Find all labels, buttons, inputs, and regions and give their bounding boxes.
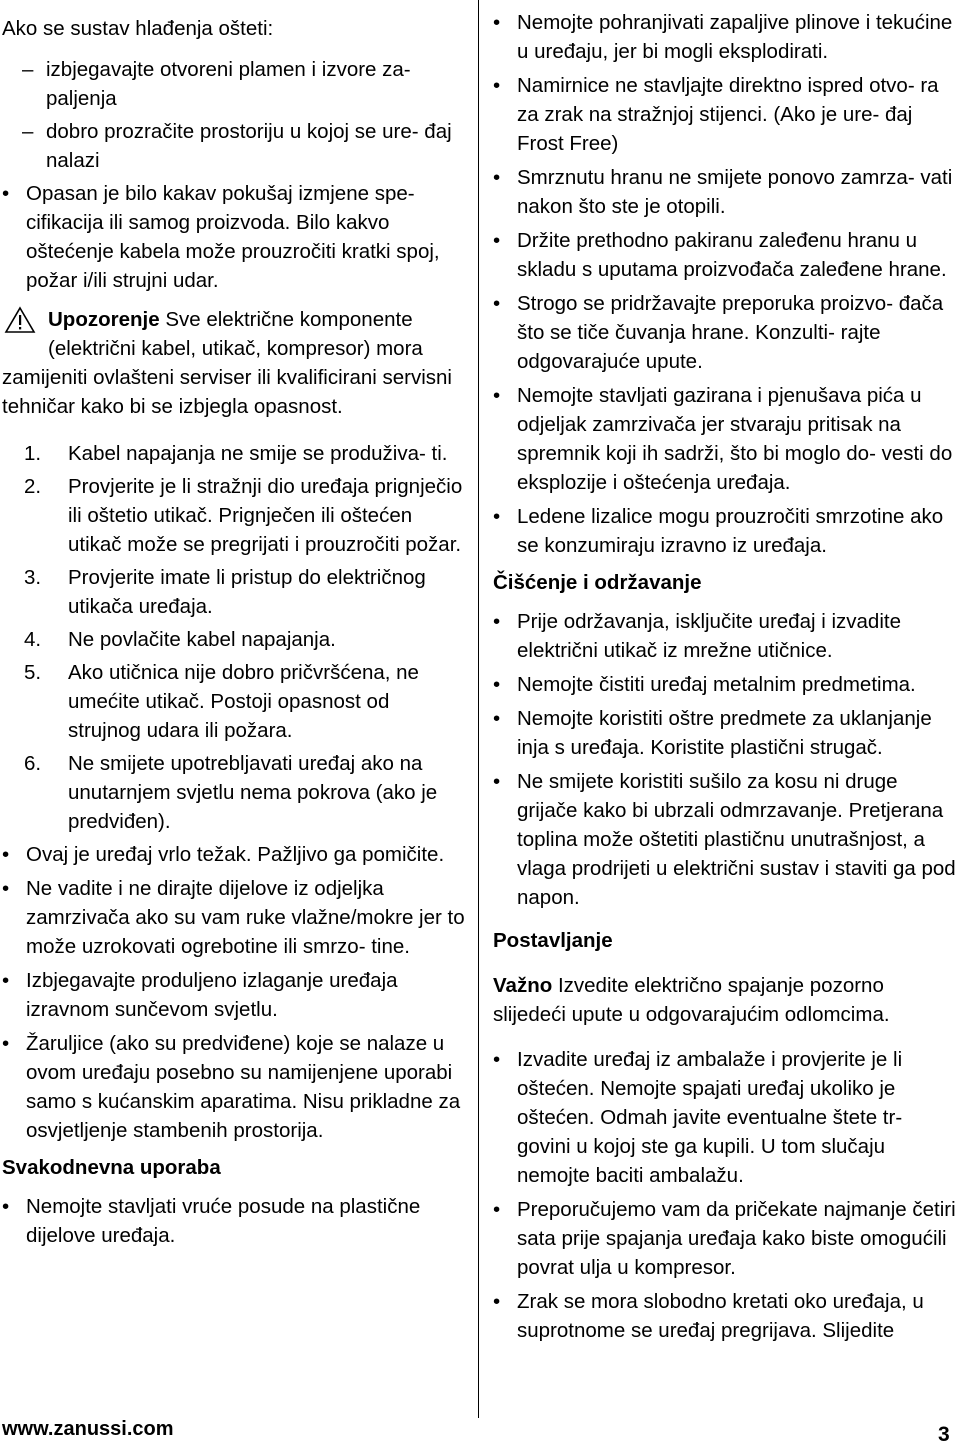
- list-item: • Opasan je bilo kakav pokušaj izmjene spe- cifikacija ili samog proizvoda. Bilo kakvo oštećenje kabela može prouzročiti kratki spoj, požar i/ili strujni udar.: [2, 179, 465, 295]
- footer-website-link[interactable]: www.zanussi.com: [2, 1418, 174, 1440]
- section-heading-cleaning: Čišćenje i održavanje: [493, 571, 702, 594]
- list-item: • Ovaj je uređaj vrlo težak. Pažljivo ga pomičite.: [2, 840, 465, 869]
- list-item: • Nemojte čistiti uređaj metalnim predmetima.: [493, 670, 958, 699]
- warning-text: (električni kabel, utikač, kompresor) mora zamijeniti ovlašteni serviser ili kvalificirani servisni tehničar kako bi se izbjegla opasnost.: [2, 337, 452, 418]
- page-number: 3: [938, 1423, 950, 1446]
- numbered-list: [2, 439, 465, 836]
- list-item: • Nemojte stavljati gazirana i pjenušava pića u odjeljak zamrzivača jer stvaraju pritisak na spremnik koji ih sadrži, što bi moglo do- vesti do eksplozije i oštećenja uređaja.: [493, 381, 958, 497]
- warning-text-line1: Sve električne komponente: [159, 308, 413, 331]
- warning-block: [2, 305, 465, 421]
- list-item: • Smrznutu hranu ne smijete ponovo zamrza- vati nakon što ste je otopili.: [493, 163, 958, 221]
- list-item: • Nemojte pohranjivati zapaljive plinove i tekućine u uređaju, jer bi mogli eksplodirati.: [493, 8, 958, 66]
- numbered-item: 2. Provjerite je li stražnji dio uređaja prignječio ili oštetio utikač. Prignječen ili oštećen utikač može se pregrijati i prouzročiti požar.: [24, 475, 463, 556]
- list-item: • Prije održavanja, isključite uređaj i izvadite električni utikač iz mrežne utičnice.: [493, 607, 958, 665]
- list-item: • Žaruljice (ako su predviđene) koje se nalaze u ovom uređaju posebno su namijenjene uporabi samo s kućanskim aparatima. Nisu prikladne za osvjetljenje stambenih prostorija.: [2, 1029, 465, 1145]
- list-item: • Nemojte koristiti oštre predmete za uklanjanje inja s uređaja. Koristite plastični strugač.: [493, 704, 958, 762]
- numbered-item: 3. Provjerite imate li pristup do električnog utikača uređaja.: [24, 566, 426, 618]
- cooling-damage-intro: Ako se sustav hlađenja ošteti:: [2, 17, 274, 40]
- list-item: • Ne vadite i ne dirajte dijelove iz odjeljka zamrzivača ako su vam ruke vlažne/mokre jer to može uzrokovati ogrebotine ili smrzo- tine.: [2, 874, 465, 961]
- right-column: [493, 8, 958, 1350]
- warning-triangle-icon: [4, 306, 36, 334]
- list-item: • Preporučujemo vam da pričekate najmanje četiri sata prije spajanja uređaja kako biste omogućili povrat ulja u kompresor.: [493, 1195, 958, 1282]
- list-item: • Nemojte stavljati vruće posude na plastične dijelove uređaja.: [2, 1192, 465, 1250]
- list-item: • Izbjegavajte produljeno izlaganje uređaja izravnom sunčevom svjetlu.: [2, 966, 465, 1024]
- list-item: • Namirnice ne stavljajte direktno ispred otvo- ra za zrak na stražnjoj stijenci. (Ako je ure- đaj Frost Free): [493, 71, 958, 158]
- section-heading-daily-use: Svakodnevna uporaba: [2, 1156, 221, 1179]
- important-label: Važno: [493, 974, 553, 997]
- list-item: • Držite prethodno pakiranu zaleđenu hranu u skladu s uputama proizvođača zaleđene hrane.: [493, 226, 958, 284]
- numbered-item: 5. Ako utičnica nije dobro pričvršćena, ne umećite utikač. Postoji opasnost od strujnog udara ili požara.: [24, 661, 419, 742]
- list-item: • Strogo se pridržavajte preporuka proizvo- đača što se tiče čuvanja hrane. Konzulti- rajte odgovarajuće upute.: [493, 289, 958, 376]
- list-item: • Izvadite uređaj iz ambalaže i provjerite je li oštećen. Nemojte spajati uređaj ukoliko je oštećen. Odmah javite eventualne štete tr- govini u kojoj ste ga kupili. U tom slučaju nemojte baciti ambalažu.: [493, 1045, 958, 1190]
- important-text: Izvedite električno spajanje pozorno slijedeći upute u odgovarajućim odlomcima.: [493, 974, 890, 1026]
- numbered-item: 4. Ne povlačite kabel napajanja.: [24, 628, 336, 651]
- dash-item: – dobro prozračite prostoriju u kojoj se ure- đaj nalazi: [2, 117, 465, 175]
- warning-label: Upozorenje: [48, 308, 160, 331]
- section-heading-installation: Postavljanje: [493, 929, 613, 952]
- list-item: • Zrak se mora slobodno kretati oko uređaja, u suprotnome se uređaj pregrijava. Slijedite: [493, 1287, 958, 1345]
- dash-item: – izbjegavajte otvoreni plamen i izvore za- paljenja: [2, 55, 465, 113]
- numbered-item: 1. Kabel napajanja ne smije se produživa- ti.: [24, 442, 448, 465]
- list-item: • Ne smijete koristiti sušilo za kosu ni druge grijače kako bi ubrzali odmrzavanje. Pretjerana toplina može oštetiti plastičnu unutrašnjost, a vlaga prodrijeti u električni sustav i staviti ga pod napon.: [493, 767, 958, 912]
- numbered-item: 6. Ne smijete upotrebljavati uređaj ako na unutarnjem svjetlu nema pokrova (ako je predviđen).: [24, 752, 438, 833]
- column-divider: [478, 0, 479, 1418]
- important-note: [493, 971, 958, 1029]
- left-column: [2, 8, 465, 1255]
- list-item: • Ledene lizalice mogu prouzročiti smrzotine ako se konzumiraju izravno iz uređaja.: [493, 502, 958, 560]
